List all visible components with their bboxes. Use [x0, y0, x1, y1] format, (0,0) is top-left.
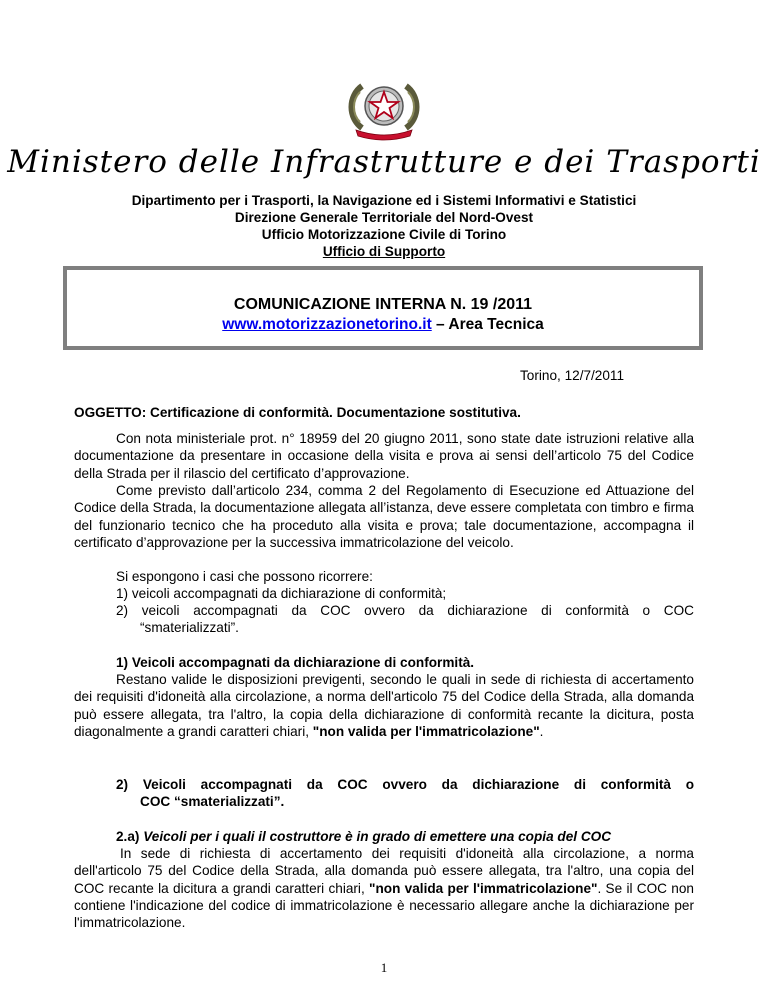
office-line: Ufficio Motorizzazione Civile di Torino	[261, 227, 507, 242]
support-office-line: Ufficio di Supporto	[322, 244, 446, 259]
list-item-1: 1) veicoli accompagnati da dichiarazione di conformità;	[116, 586, 447, 601]
communication-title: COMUNICAZIONE INTERNA N. 19 /2011	[233, 296, 533, 313]
subsection-2a-heading: 2.a) Veicoli per i quali il costruttore è in grado di emettere una copia del COC	[116, 829, 612, 844]
italian-republic-emblem-icon	[342, 78, 426, 144]
page-number: 1	[380, 960, 388, 975]
subject-line: OGGETTO: Certificazione di conformità. Documentazione sostitutiva.	[74, 405, 521, 420]
communication-box	[63, 266, 703, 350]
ministry-name: Ministero delle Infrastrutture e dei Trasporti	[7, 144, 761, 180]
paragraph-2: Come previsto dall’articolo 234, comma 2 del Regolamento di Esecuzione ed Attuazione del Codice della Strada, la documentazione allegata all’istanza, deve essere completata con timbro e firma del funzionario tecnico che ha proceduto alla visita e prova; tale documentazione, accompagna il certificato d’approvazione per la successiva immatricolazione del veicolo.	[74, 483, 694, 550]
website-link[interactable]: www.motorizzazionetorino.it	[222, 316, 432, 333]
paragraph-1: Con nota ministeriale prot. n° 18959 del 20 giugno 2011, sono state date istruzioni relative alla documentazione da presentare in occasione della visita e prova ai sensi dell’articolo 75 del Codice della Strada per il rilascio del certificato d’approvazione.	[74, 431, 694, 481]
list-item-2: 2) veicoli accompagnati da COC ovvero da dichiarazione di conformità o COC	[116, 603, 694, 618]
list-item-2-cont: “smaterializzati”.	[140, 620, 239, 635]
paragraph-4: Restano valide le disposizioni previgenti, secondo le quali in sede di richiesta di accertamento dei requisiti d'idoneità alla circolazione, a norma dell'articolo 75 del Codice della Strada, alla domanda può essere allegata, tra l'altro, la copia della dichiarazione di conformità recante la dicitura, posta diagonalmente a grandi caratteri chiari, "non valida per l'immatricolazione".	[74, 672, 694, 739]
paragraph-5: In sede di richiesta di accertamento dei requisiti d'idoneità alla circolazione, a norma dell'articolo 75 del Codice della Strada, alla domanda può essere allegata, tra l'altro, una copia del COC recante la dicitura a grandi caratteri chiari, "non valida per l'immatricolazione". Se il COC non contiene l'indicazione del codice di immatricolazione è necessario allegare anche la dichiarazione per l'immatricolazione.	[74, 846, 694, 931]
website-line	[67, 316, 699, 334]
area-label: – Area Tecnica	[431, 316, 544, 333]
direction-line: Direzione Generale Territoriale del Nord-Ovest	[234, 210, 534, 225]
department-line: Dipartimento per i Trasporti, la Navigazione ed i Sistemi Informativi e Statistici	[131, 193, 637, 208]
section-1-heading: 1) Veicoli accompagnati da dichiarazione di conformità.	[116, 655, 475, 670]
section-2-heading: 2) Veicoli accompagnati da COC ovvero da dichiarazione di conformità o	[116, 777, 694, 792]
document-date: Torino, 12/7/2011	[520, 368, 625, 383]
cases-intro: Si espongono i casi che possono ricorrere:	[116, 569, 373, 584]
section-2-heading-cont: COC “smaterializzati”.	[140, 794, 285, 809]
